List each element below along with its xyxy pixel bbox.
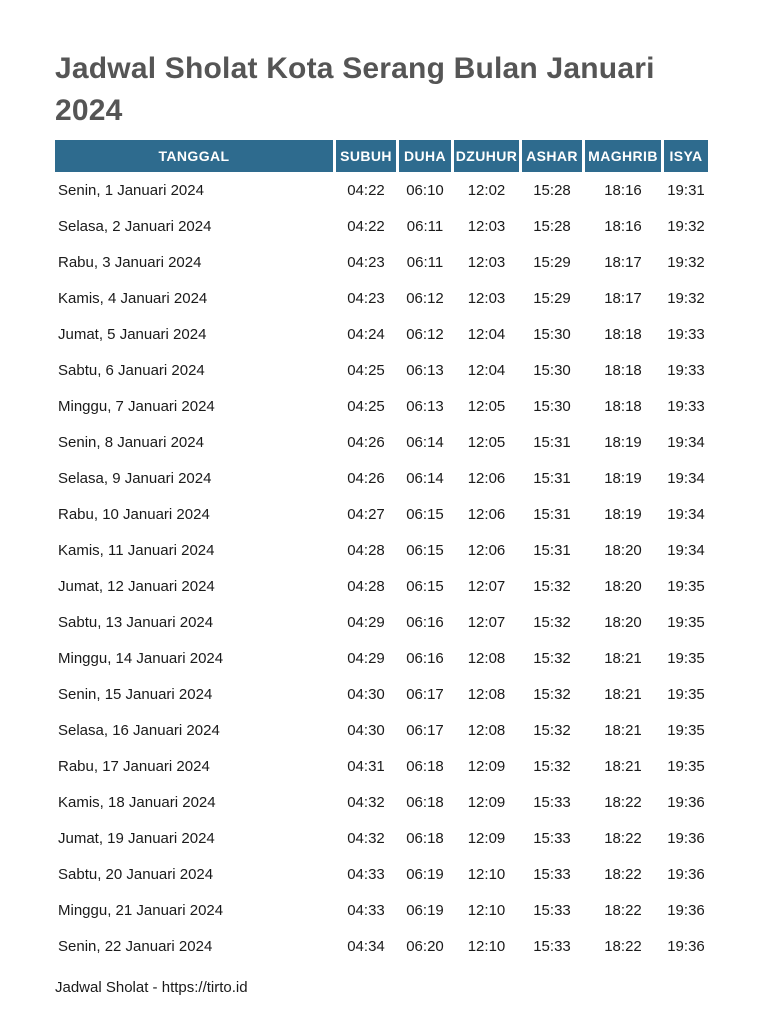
time-cell-dzuhur: 12:09 — [467, 793, 506, 811]
date-cell: Jumat, 19 Januari 2024 — [58, 829, 215, 847]
time-cell-subuh: 04:29 — [347, 649, 385, 667]
time-cell-isya: 19:35 — [667, 757, 705, 775]
time-cell-ashar: 15:29 — [533, 289, 571, 307]
table-row — [55, 460, 710, 496]
time-cell-duha: 06:16 — [406, 649, 444, 667]
time-cell-subuh: 04:30 — [347, 721, 385, 739]
time-cell-isya: 19:33 — [667, 397, 705, 415]
time-cell-dzuhur: 12:06 — [467, 469, 506, 487]
time-cell-ashar: 15:32 — [533, 721, 571, 739]
time-cell-isya: 19:35 — [667, 721, 705, 739]
header-cell-duha: DUHA — [399, 140, 451, 172]
table-row — [55, 424, 710, 460]
time-cell-maghrib: 18:17 — [604, 289, 642, 307]
time-cell-dzuhur: 12:05 — [467, 433, 506, 451]
date-cell: Kamis, 18 Januari 2024 — [58, 793, 216, 811]
time-cell-ashar: 15:32 — [533, 613, 571, 631]
table-row — [55, 280, 710, 316]
date-cell: Rabu, 3 Januari 2024 — [58, 253, 202, 271]
date-cell: Sabtu, 13 Januari 2024 — [58, 613, 214, 631]
header-cell-dzuhur: DZUHUR — [454, 140, 519, 172]
time-cell-duha: 06:18 — [406, 757, 444, 775]
table-body — [55, 172, 710, 964]
time-cell-ashar: 15:32 — [533, 577, 571, 595]
time-cell-isya: 19:32 — [667, 253, 705, 271]
time-cell-duha: 06:10 — [406, 181, 444, 199]
time-cell-isya: 19:36 — [667, 937, 705, 955]
date-cell: Selasa, 16 Januari 2024 — [58, 721, 220, 739]
time-cell-duha: 06:18 — [406, 829, 444, 847]
time-cell-ashar: 15:30 — [533, 361, 571, 379]
time-cell-dzuhur: 12:07 — [467, 577, 506, 595]
time-cell-subuh: 04:25 — [347, 361, 385, 379]
time-cell-duha: 06:13 — [406, 397, 444, 415]
time-cell-subuh: 04:30 — [347, 685, 385, 703]
date-cell: Jumat, 12 Januari 2024 — [58, 577, 215, 595]
table-row — [55, 676, 710, 712]
time-cell-subuh: 04:28 — [347, 541, 385, 559]
time-cell-ashar: 15:31 — [533, 505, 571, 523]
time-cell-maghrib: 18:21 — [604, 721, 642, 739]
time-cell-subuh: 04:24 — [347, 325, 385, 343]
time-cell-subuh: 04:31 — [347, 757, 385, 775]
time-cell-ashar: 15:32 — [533, 685, 571, 703]
time-cell-dzuhur: 12:02 — [467, 181, 506, 199]
time-cell-isya: 19:36 — [667, 865, 705, 883]
date-cell: Rabu, 10 Januari 2024 — [58, 505, 210, 523]
table-row — [55, 496, 710, 532]
table-row — [55, 784, 710, 820]
date-cell: Kamis, 4 Januari 2024 — [58, 289, 208, 307]
table-row — [55, 856, 710, 892]
time-cell-subuh: 04:32 — [347, 829, 385, 847]
header-cell-isya: ISYA — [664, 140, 708, 172]
time-cell-subuh: 04:32 — [347, 793, 385, 811]
time-cell-maghrib: 18:18 — [604, 361, 642, 379]
time-cell-ashar: 15:33 — [533, 793, 571, 811]
table-row — [55, 604, 710, 640]
time-cell-isya: 19:34 — [667, 541, 705, 559]
time-cell-ashar: 15:31 — [533, 469, 571, 487]
time-cell-duha: 06:12 — [406, 289, 444, 307]
table-row — [55, 352, 710, 388]
time-cell-subuh: 04:34 — [347, 937, 385, 955]
time-cell-dzuhur: 12:03 — [467, 253, 506, 271]
time-cell-maghrib: 18:18 — [604, 397, 642, 415]
time-cell-duha: 06:16 — [406, 613, 444, 631]
time-cell-maghrib: 18:19 — [604, 433, 642, 451]
time-cell-subuh: 04:23 — [347, 289, 385, 307]
table-row — [55, 892, 710, 928]
time-cell-maghrib: 18:19 — [604, 469, 642, 487]
time-cell-ashar: 15:33 — [533, 937, 571, 955]
time-cell-isya: 19:31 — [667, 181, 705, 199]
time-cell-isya: 19:34 — [667, 433, 705, 451]
time-cell-duha: 06:11 — [406, 217, 444, 235]
time-cell-maghrib: 18:16 — [604, 217, 642, 235]
date-cell: Senin, 1 Januari 2024 — [58, 181, 204, 199]
date-cell: Minggu, 14 Januari 2024 — [58, 649, 224, 667]
time-cell-dzuhur: 12:08 — [467, 685, 506, 703]
time-cell-maghrib: 18:22 — [604, 829, 642, 847]
time-cell-ashar: 15:28 — [533, 217, 571, 235]
time-cell-ashar: 15:31 — [533, 433, 571, 451]
time-cell-ashar: 15:33 — [533, 865, 571, 883]
time-cell-subuh: 04:22 — [347, 217, 385, 235]
table-row — [55, 388, 710, 424]
time-cell-dzuhur: 12:09 — [467, 757, 506, 775]
time-cell-dzuhur: 12:04 — [467, 325, 506, 343]
time-cell-isya: 19:34 — [667, 469, 705, 487]
header-cell-subuh: SUBUH — [336, 140, 396, 172]
time-cell-dzuhur: 12:10 — [467, 937, 506, 955]
date-cell: Jumat, 5 Januari 2024 — [58, 325, 207, 343]
time-cell-isya: 19:36 — [667, 901, 705, 919]
time-cell-subuh: 04:29 — [347, 613, 385, 631]
time-cell-maghrib: 18:17 — [604, 253, 642, 271]
header-cell-ashar: ASHAR — [522, 140, 582, 172]
time-cell-maghrib: 18:20 — [604, 613, 642, 631]
time-cell-duha: 06:14 — [406, 433, 444, 451]
time-cell-ashar: 15:32 — [533, 757, 571, 775]
table-row — [55, 640, 710, 676]
time-cell-maghrib: 18:22 — [604, 865, 642, 883]
table-row — [55, 568, 710, 604]
time-cell-subuh: 04:26 — [347, 433, 385, 451]
time-cell-ashar: 15:33 — [533, 829, 571, 847]
time-cell-isya: 19:36 — [667, 793, 705, 811]
time-cell-duha: 06:17 — [406, 685, 444, 703]
time-cell-ashar: 15:33 — [533, 901, 571, 919]
table-row — [55, 712, 710, 748]
table-row — [55, 820, 710, 856]
time-cell-ashar: 15:28 — [533, 181, 571, 199]
time-cell-dzuhur: 12:03 — [467, 289, 506, 307]
table-header-row — [55, 140, 710, 172]
time-cell-maghrib: 18:21 — [604, 685, 642, 703]
table-row — [55, 928, 710, 964]
time-cell-duha: 06:17 — [406, 721, 444, 739]
time-cell-subuh: 04:23 — [347, 253, 385, 271]
time-cell-maghrib: 18:16 — [604, 181, 642, 199]
date-cell: Sabtu, 6 Januari 2024 — [58, 361, 205, 379]
date-cell: Rabu, 17 Januari 2024 — [58, 757, 210, 775]
prayer-table — [55, 140, 710, 964]
table-row — [55, 316, 710, 352]
time-cell-subuh: 04:26 — [347, 469, 385, 487]
time-cell-maghrib: 18:20 — [604, 577, 642, 595]
time-cell-maghrib: 18:20 — [604, 541, 642, 559]
time-cell-dzuhur: 12:04 — [467, 361, 506, 379]
date-cell: Minggu, 21 Januari 2024 — [58, 901, 224, 919]
date-cell: Senin, 8 Januari 2024 — [58, 433, 204, 451]
time-cell-dzuhur: 12:05 — [467, 397, 506, 415]
footer-credit: Jadwal Sholat - https://tirto.id — [55, 979, 248, 996]
time-cell-duha: 06:20 — [406, 937, 444, 955]
date-cell: Minggu, 7 Januari 2024 — [58, 397, 215, 415]
time-cell-isya: 19:35 — [667, 685, 705, 703]
time-cell-dzuhur: 12:07 — [467, 613, 506, 631]
time-cell-duha: 06:18 — [406, 793, 444, 811]
header-cell-tanggal: TANGGAL — [55, 140, 333, 172]
time-cell-isya: 19:35 — [667, 577, 705, 595]
time-cell-duha: 06:13 — [406, 361, 444, 379]
time-cell-ashar: 15:32 — [533, 649, 571, 667]
time-cell-duha: 06:19 — [406, 901, 444, 919]
time-cell-maghrib: 18:19 — [604, 505, 642, 523]
date-cell: Kamis, 11 Januari 2024 — [58, 541, 215, 559]
date-cell: Senin, 22 Januari 2024 — [58, 937, 213, 955]
time-cell-duha: 06:11 — [406, 253, 444, 271]
time-cell-dzuhur: 12:06 — [467, 505, 506, 523]
time-cell-duha: 06:15 — [406, 577, 444, 595]
time-cell-isya: 19:32 — [667, 289, 705, 307]
table-row — [55, 244, 710, 280]
time-cell-isya: 19:33 — [667, 361, 705, 379]
time-cell-isya: 19:32 — [667, 217, 705, 235]
time-cell-ashar: 15:31 — [533, 541, 571, 559]
date-cell: Senin, 15 Januari 2024 — [58, 685, 213, 703]
time-cell-subuh: 04:33 — [347, 865, 385, 883]
time-cell-dzuhur: 12:03 — [467, 217, 506, 235]
time-cell-duha: 06:15 — [406, 505, 444, 523]
date-cell: Selasa, 9 Januari 2024 — [58, 469, 212, 487]
time-cell-duha: 06:12 — [406, 325, 444, 343]
time-cell-maghrib: 18:22 — [604, 793, 642, 811]
time-cell-subuh: 04:27 — [347, 505, 385, 523]
date-cell: Selasa, 2 Januari 2024 — [58, 217, 212, 235]
time-cell-subuh: 04:28 — [347, 577, 385, 595]
header-cell-maghrib: MAGHRIB — [585, 140, 661, 172]
time-cell-ashar: 15:30 — [533, 397, 571, 415]
time-cell-isya: 19:35 — [667, 649, 705, 667]
time-cell-subuh: 04:22 — [347, 181, 385, 199]
page-title: Jadwal Sholat Kota Serang Bulan Januari 2024 — [55, 52, 655, 127]
time-cell-dzuhur: 12:08 — [467, 649, 506, 667]
time-cell-isya: 19:34 — [667, 505, 705, 523]
time-cell-maghrib: 18:21 — [604, 757, 642, 775]
time-cell-dzuhur: 12:10 — [467, 901, 506, 919]
time-cell-subuh: 04:33 — [347, 901, 385, 919]
time-cell-duha: 06:15 — [406, 541, 444, 559]
time-cell-duha: 06:14 — [406, 469, 444, 487]
time-cell-dzuhur: 12:08 — [467, 721, 506, 739]
table-row — [55, 532, 710, 568]
table-row — [55, 208, 710, 244]
time-cell-dzuhur: 12:06 — [467, 541, 506, 559]
time-cell-ashar: 15:29 — [533, 253, 571, 271]
table-row — [55, 748, 710, 784]
time-cell-ashar: 15:30 — [533, 325, 571, 343]
time-cell-maghrib: 18:21 — [604, 649, 642, 667]
table-row — [55, 172, 710, 208]
time-cell-subuh: 04:25 — [347, 397, 385, 415]
time-cell-maghrib: 18:22 — [604, 901, 642, 919]
date-cell: Sabtu, 20 Januari 2024 — [58, 865, 214, 883]
time-cell-dzuhur: 12:09 — [467, 829, 506, 847]
time-cell-maghrib: 18:22 — [604, 937, 642, 955]
time-cell-duha: 06:19 — [406, 865, 444, 883]
time-cell-dzuhur: 12:10 — [467, 865, 506, 883]
time-cell-isya: 19:33 — [667, 325, 705, 343]
time-cell-isya: 19:35 — [667, 613, 705, 631]
time-cell-maghrib: 18:18 — [604, 325, 642, 343]
time-cell-isya: 19:36 — [667, 829, 705, 847]
